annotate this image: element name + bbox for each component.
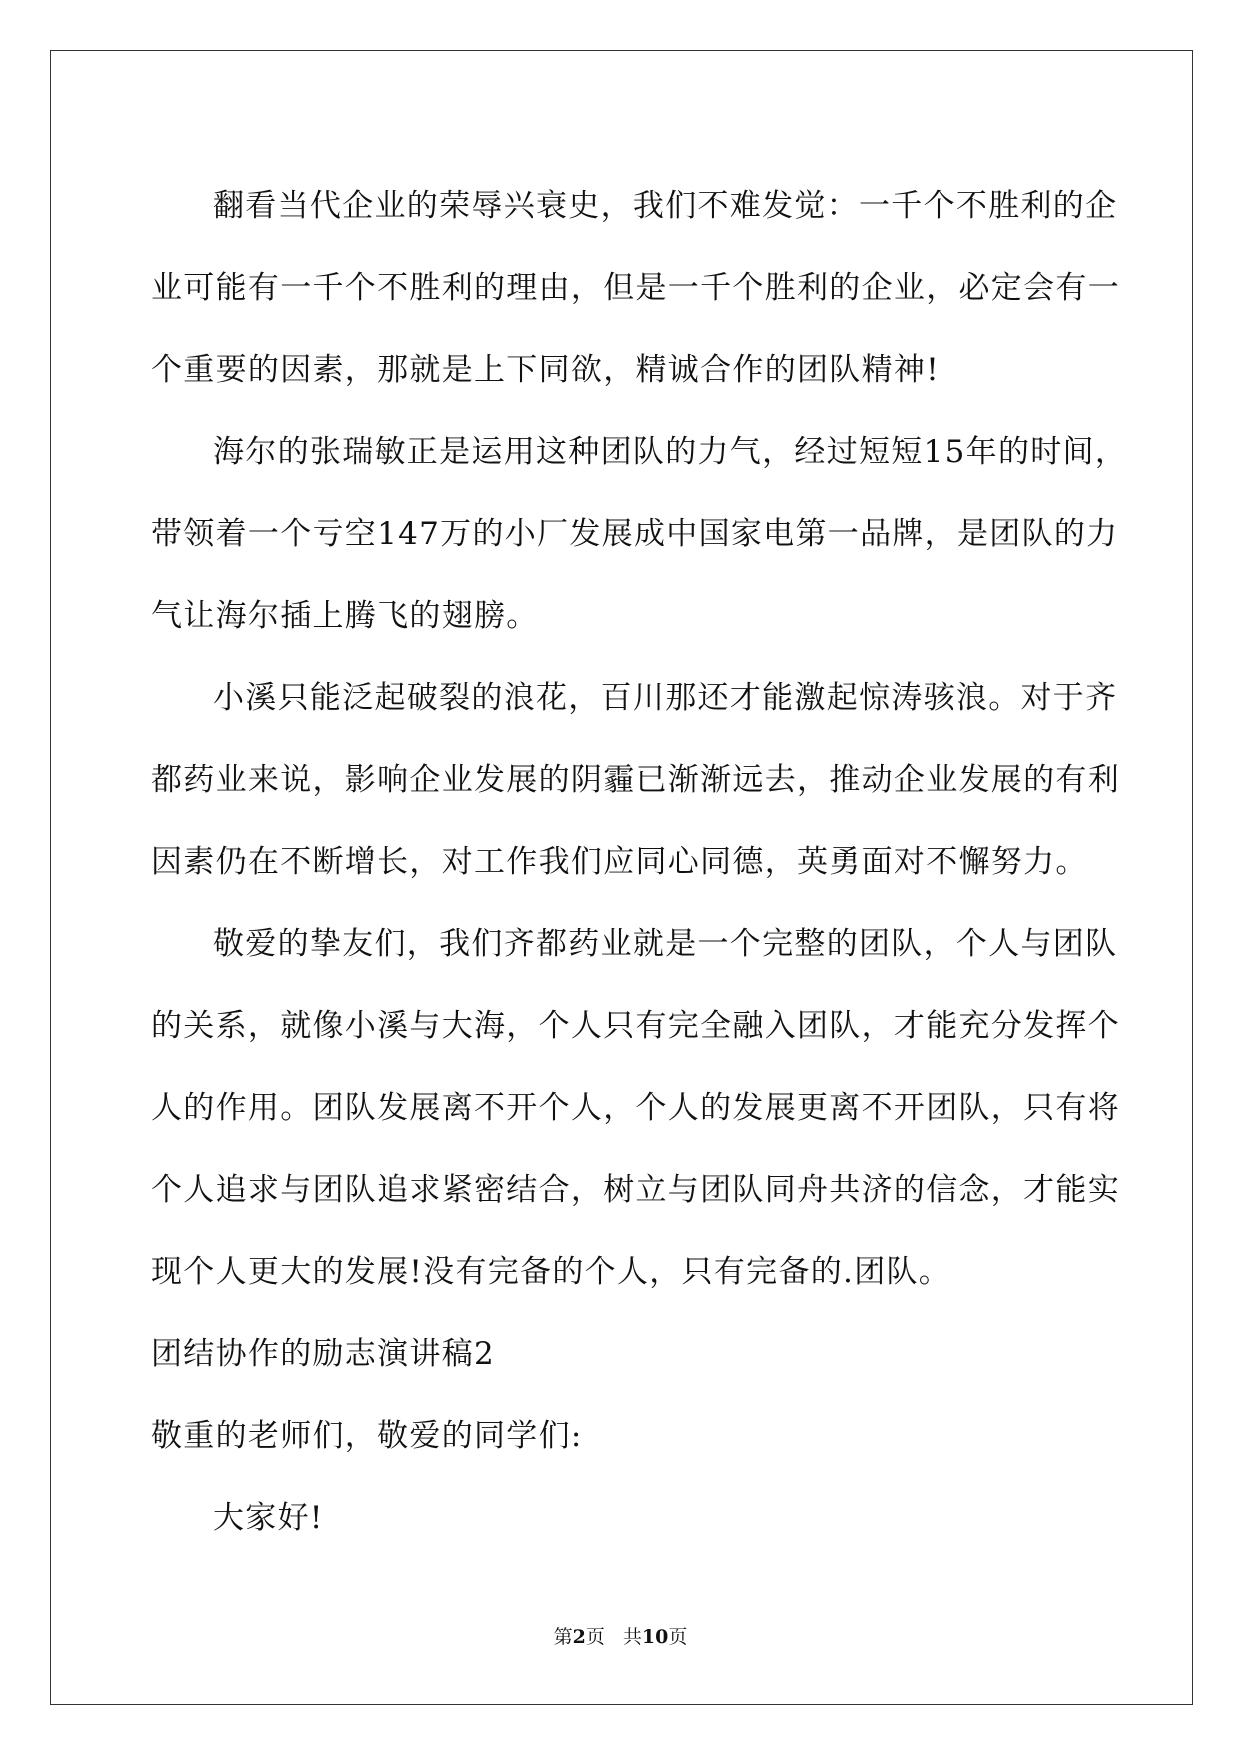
text-line: 气让海尔插上腾飞的翅膀。 bbox=[151, 598, 539, 634]
total-suffix: 页 bbox=[668, 1626, 688, 1648]
greeting: 大家好! bbox=[213, 1500, 324, 1536]
page-footer bbox=[0, 1622, 1241, 1649]
text-line: 个人追求与团队追求紧密结合，树立与团队同舟共济的信念，才能实 bbox=[151, 1172, 1120, 1208]
text-line: 业可能有一千个不胜利的理由，但是一千个胜利的企业，必定会有一 bbox=[151, 270, 1120, 306]
text-line: 都药业来说，影响企业发展的阴霾已渐渐远去，推动企业发展的有利 bbox=[151, 762, 1120, 798]
text-line: 人的作用。团队发展离不开个人，个人的发展更离不开团队，只有将 bbox=[151, 1090, 1120, 1126]
text-line: 小溪只能泛起破裂的浪花，百川那还才能激起惊涛骇浪。对于齐 bbox=[213, 680, 1118, 716]
total-prefix: 共 bbox=[622, 1626, 642, 1648]
salutation: 敬重的老师们，敬爱的同学们: bbox=[151, 1418, 583, 1454]
section-heading: 团结协作的励志演讲稿2 bbox=[151, 1336, 496, 1372]
text-line: 个重要的因素，那就是上下同欲，精诚合作的团队精神! bbox=[151, 352, 940, 388]
page-suffix: 页 bbox=[585, 1626, 605, 1648]
page-number: 2 bbox=[572, 1626, 586, 1648]
page-prefix: 第 bbox=[553, 1626, 573, 1648]
total-pages: 10 bbox=[641, 1626, 669, 1648]
document-body bbox=[151, 165, 1128, 1559]
text-line: 海尔的张瑞敏正是运用这种团队的力气，经过短短15年的时间， bbox=[213, 434, 1128, 470]
text-line: 敬爱的挚友们，我们齐都药业就是一个完整的团队，个人与团队 bbox=[213, 926, 1118, 962]
text-line: 翻看当代企业的荣辱兴衰史，我们不难发觉：一千个不胜利的企 bbox=[213, 188, 1118, 224]
text-line: 的关系，就像小溪与大海，个人只有完全融入团队，才能充分发挥个 bbox=[151, 1008, 1120, 1044]
text-line: 因素仍在不断增长，对工作我们应同心同德，英勇面对不懈努力。 bbox=[151, 844, 1088, 880]
text-line: 现个人更大的发展!没有完备的个人，只有完备的.团队。 bbox=[151, 1254, 952, 1290]
text-line: 带领着一个亏空147万的小厂发展成中国家电第一品牌，是团队的力 bbox=[151, 516, 1119, 552]
